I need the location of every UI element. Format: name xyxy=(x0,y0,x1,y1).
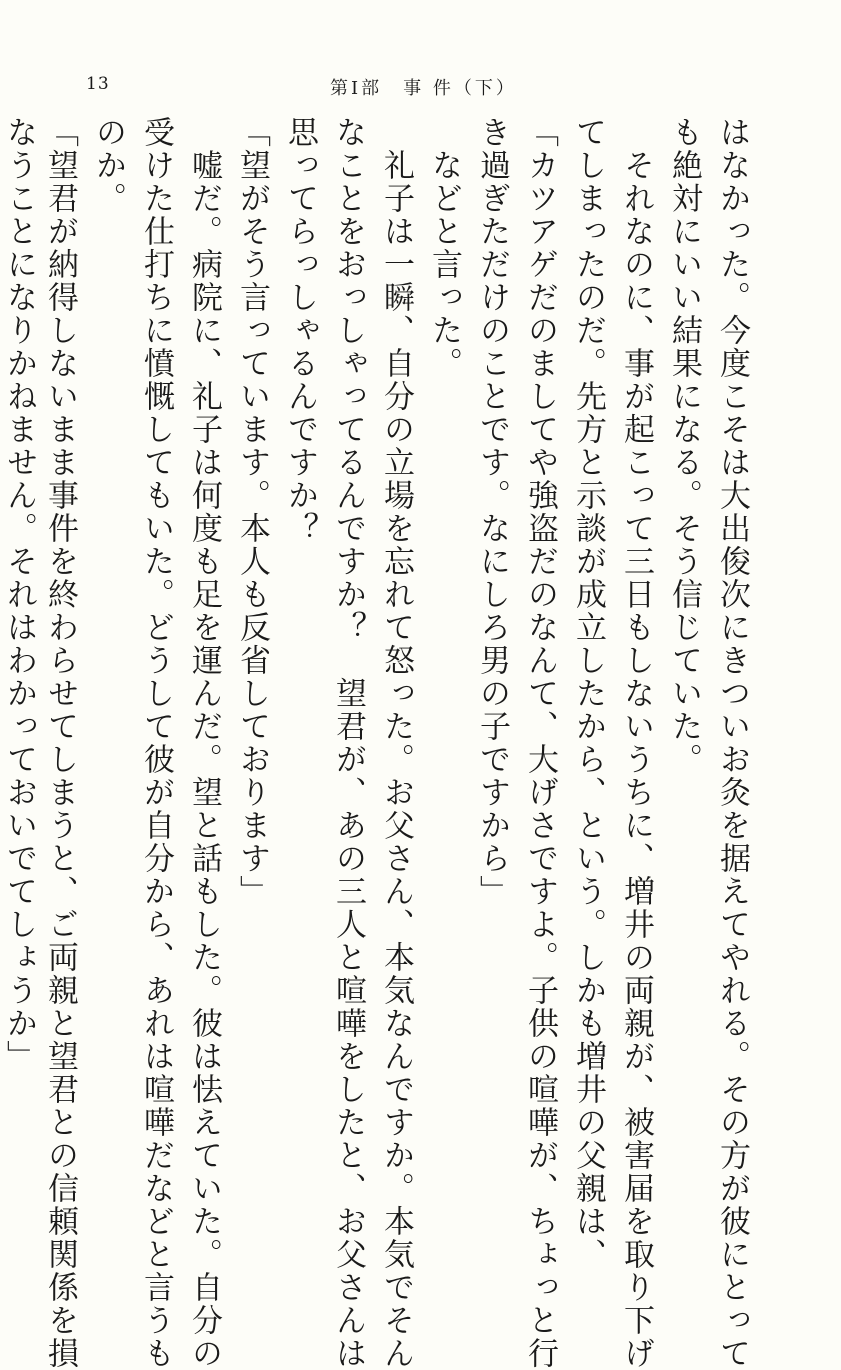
text-column: それなのに、事が起こって三日もしないうちに、増井の両親が、被害届を取り下げ xyxy=(618,116,654,1370)
text-column: はなかった。今度こそは大出俊次にきついお灸を据えてやれる。その方が彼にとって xyxy=(714,116,750,1370)
text-column: なうことになりかねません。それはわかっておいでてしょうか」 xyxy=(1,116,37,1073)
text-column: 礼子は一瞬、自分の立場を忘れて怒った。お父さん、本気なんですか。本気でそん xyxy=(378,116,414,1370)
text-column: てしまったのだ。先方と示談が成立したから、という。しかも増井の父親は、 xyxy=(570,116,606,1271)
text-column: 嘘だ。病院に、礼子は何度も足を運んだ。望と話もした。彼は怯えていた。自分の xyxy=(186,116,222,1370)
text-column: き過ぎただけのことです。なにしろ男の子ですから」 xyxy=(474,116,510,908)
text-column: などと言った。 xyxy=(426,116,462,380)
text-column: も絶対にいい結果になる。そう信じていた。 xyxy=(666,116,702,776)
text-column: 「望君が納得しないまま事件を終わらせてしまうと、ご両親と望君との信頼関係を損 xyxy=(42,116,78,1370)
text-column: 「カツアゲだのましてや強盗だのなんて、大げさですよ。子供の喧嘩が、ちょっと行 xyxy=(522,116,558,1370)
text-column: のか。 xyxy=(90,116,126,215)
text-column: 「望がそう言っています。本人も反省しております」 xyxy=(234,116,270,908)
page-number: 13 xyxy=(86,74,110,94)
text-column: なことをおっしゃってるんですか？ 望君が、あの三人と喧嘩をしたと、お父さんは xyxy=(330,116,366,1370)
text-column: 受けた仕打ちに憤慨してもいた。どうして彼が自分から、あれは喧嘩だなどと言うも xyxy=(138,116,174,1370)
running-header: 第Ⅰ部 事 件（下） xyxy=(330,78,517,99)
text-column: 思ってらっしゃるんですか？ xyxy=(282,116,318,545)
